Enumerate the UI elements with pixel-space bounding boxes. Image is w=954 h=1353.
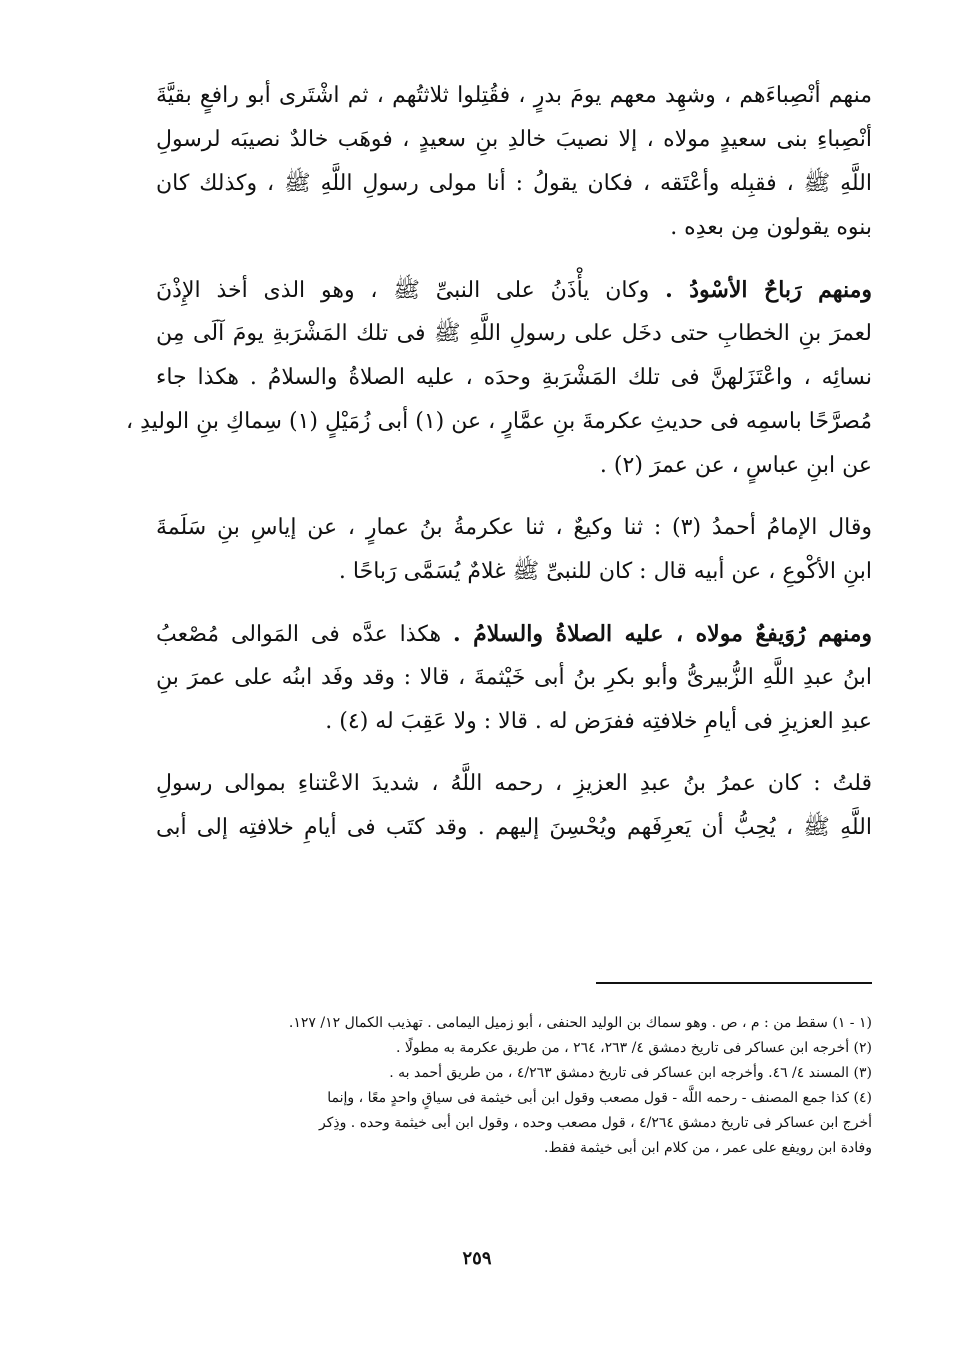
text-run: وكان يأْذَنُ على النبىِّ ﷺ ، وهو الذى أخذ الإِذْنَ	[156, 278, 650, 303]
text-line: اللَّهِ ﷺ ، يُحِبُّ أن يَعرِفَهم ويُحْسِنَ إليهم . وقد كتَب فى أيامِ خلافتِه إلى أبى	[156, 815, 872, 840]
page-number: ٢٥٩	[462, 1248, 492, 1269]
footnote-line: (٤) كذا جمع المصنف - رحمه اللَّه - قول مصعب وقول ابن أبى خيثمة فى سياقٍ واحدٍ معًا ، وإنما	[327, 1090, 872, 1106]
footnote-line: (١ - ١) سقط من : م ، ص . وهو سماك بن الوليد الحنفى ، أبو زميل اليمامى . تهذيب الكمال ١٢/ ١٢٧.	[288, 1015, 872, 1031]
footnotes	[156, 1012, 872, 1162]
footnote-line: أخرج ابن عساكر فى تاريخ دمشق ٤/٢٦٤ ، قول مصعب وحده ، وقول ابن أبى خيثمة وحده . وذِكر	[318, 1115, 872, 1131]
text-line	[156, 618, 872, 662]
text-line: ابنِ الأكْوعِ ، عن أبيه قال : كان للنبىِّ ﷺ غلامٌ يُسَمَّى رَباحًا .	[338, 559, 872, 584]
text-line: منهم أنْصِباءَهم ، وشهِد معهم يومَ بدرٍ ، فقُتِلوا ثلاثتُهم ، ثم اشْتَرى أبو رافعٍ بقيَّةَ	[156, 83, 872, 108]
section-heading-ruwayfi: ومنهم رُوَيفعٌ مولاه ، عليه الصلاةُ والسلامُ .	[452, 621, 872, 647]
footnote-line: (٣) المسند ٤/ ٤٦. وأخرجه ابن عساكر فى تاريخ دمشق ٤/٢٦٣ ، من طريق أحمد به .	[389, 1065, 872, 1081]
text-line: نسائِه ، واعْتَزَلهنَّ فى تلك المَشْرَبةِ وحدَه ، عليه الصلاةُ والسلامُ . هكذا جاء	[156, 365, 872, 390]
text-line: مُصرَّحًا باسمِه فى حديثِ عكرمةَ بنِ عمَّارٍ ، عن (١) أبى زُمَيْلٍ (١) سِماكِ بنِ الوليدِ ،	[125, 409, 872, 434]
section-heading-rabah: ومنهم رَباحٌ الأسْودُ .	[665, 277, 872, 303]
text-line: عبدِ العزيزِ فى أيامِ خلافتِه ففرَض له . قالا : ولا عَقِبَ له (٤) .	[325, 709, 872, 734]
text-line: بنوه يقولون مِن بعدِه .	[670, 215, 872, 240]
footnote-line: (٢) أخرجه ابن عساكر فى تاريخ دمشق ٤/ ٢٦٣، ٢٦٤ ، من طريق عكرمة به مطولًا .	[395, 1040, 872, 1056]
text-line: وقال الإمامُ أحمدُ (٣) : ثنا وكيعٌ ، ثنا عكرمةُ بنُ عمارٍ ، عن إياسِ بنِ سَلَمةَ	[156, 515, 872, 540]
text-line: عن ابنِ عباسٍ ، عن عمرَ (٢) .	[599, 453, 872, 478]
text-line: لعمرَ بنِ الخطابِ حتى دخَل على رسولِ اللَّهِ ﷺ فى تلك المَشْرَبةِ يومَ آلَى مِن	[156, 321, 872, 346]
text-line: ابنُ عبدِ اللَّهِ الزُّبيرىُّ وأبو بكرِ بنُ أبى خَيْثمةَ ، قالا : وقد وفَد ابنُه على عمرَ بنِ	[156, 665, 872, 690]
main-text	[125, 80, 872, 856]
text-line: أنْصِباءِ بنى سعيدٍ مولاه ، إلا نصيبَ خالدِ بنِ سعيدٍ ، فوهَب خالدٌ نصيبَه لرسولِ	[156, 127, 872, 152]
footnote-line: وفادة ابن رويفع على عمر ، من كلام ابن أبى خيثمة فقط.	[544, 1140, 872, 1156]
text-line: قلتُ : كان عمرُ بنُ عبدِ العزيزِ ، رحمه اللَّهُ ، شديدَ الاعْتناءِ بموالى رسولِ	[156, 771, 872, 796]
text-line: اللَّهِ ﷺ ، فقبِله وأعْتَقه ، فكان يقولُ : أنا مولى رسولِ اللَّهِ ﷺ ، وكذلك كان	[156, 171, 872, 196]
footnote-divider	[596, 982, 872, 984]
text-run: هكذا عدَّه فى المَوالى مُصْعبُ	[156, 622, 442, 647]
text-line	[156, 274, 872, 318]
